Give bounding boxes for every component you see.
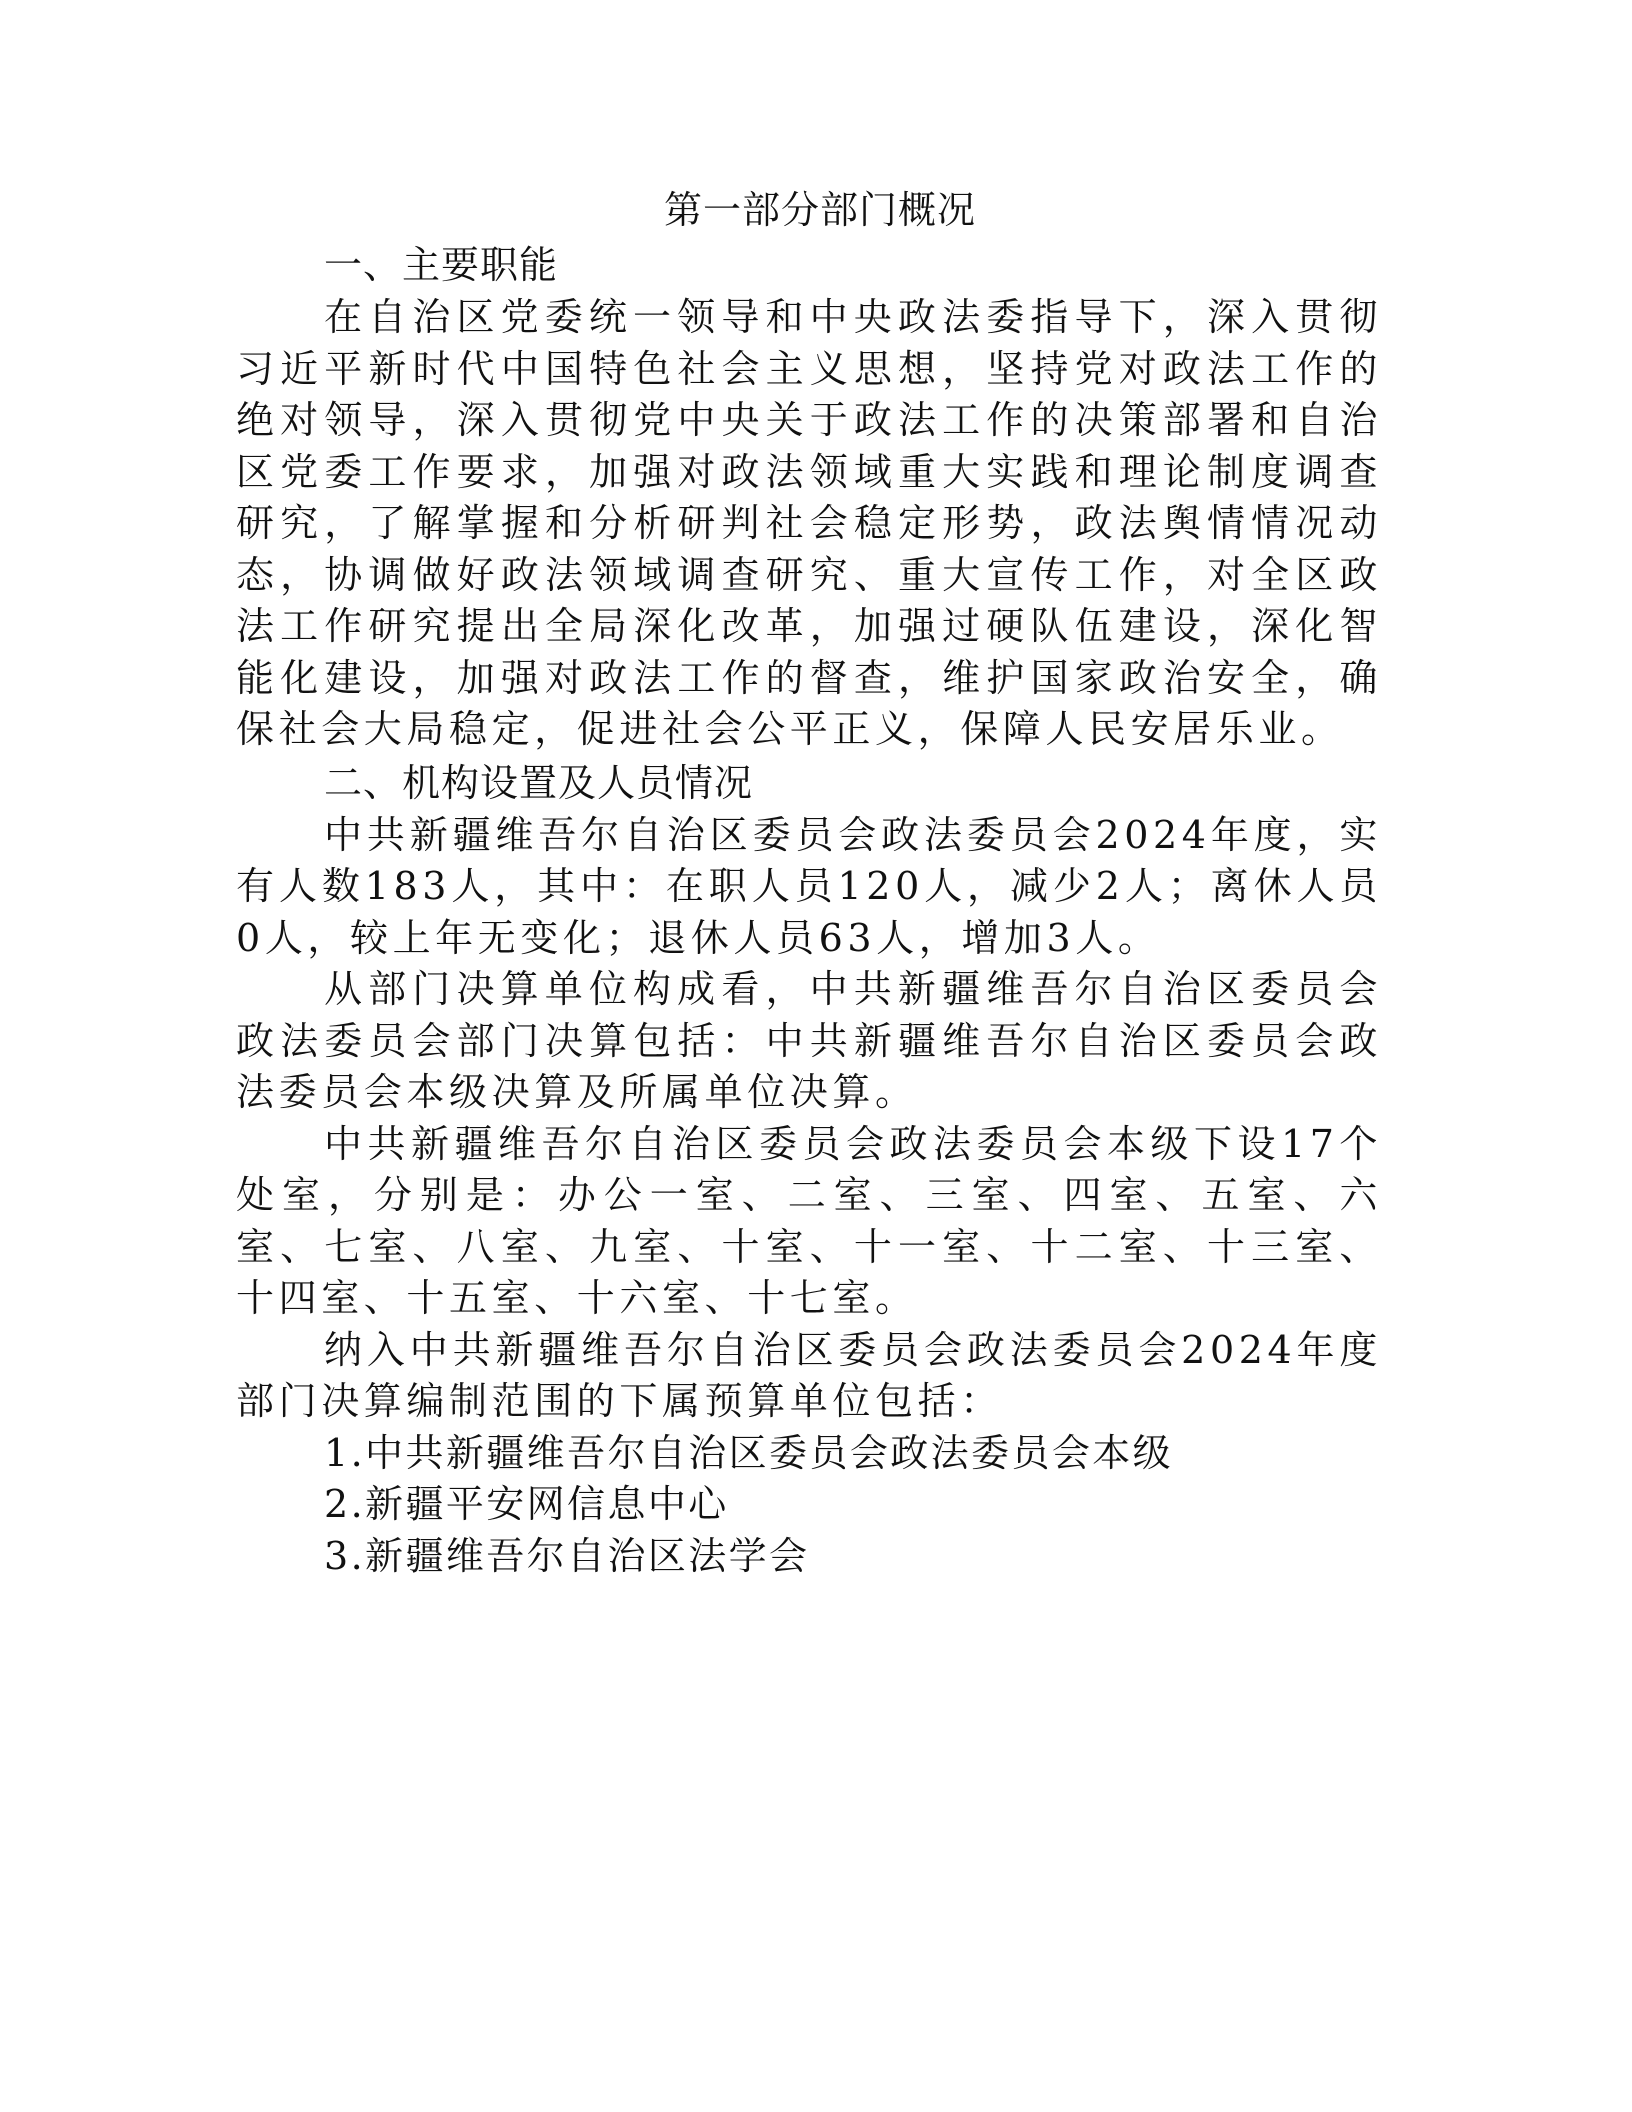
section-heading-main-functions: 一、主要职能 [324,243,559,287]
budget-composition-paragraph: 从部门决算单位构成看，中共新疆维吾尔自治区委员会政法委员会部门决算包括：中共新疆维吾尔自治区委员会政法委员会本级决算及所属单位决算。 [236,967,1382,1114]
subordinate-units-intro-paragraph: 纳入中共新疆维吾尔自治区委员会政法委员会2024年度部门决算编制范围的下属预算单位包括： [236,1327,1382,1423]
document-body [236,182,1382,1582]
document-title: 第一部分部门概况 [663,188,976,232]
list-item: 2.新疆平安网信息中心 [324,1482,729,1526]
main-functions-paragraph: 在自治区党委统一领导和中央政法委指导下，深入贯彻习近平新时代中国特色社会主义思想，坚持党对政法工作的绝对领导，深入贯彻党中央关于政法工作的决策部署和自治区党委工作要求，加强对政法领域重大实践和理论制度调查研究，了解掌握和分析研判社会稳定形势，政法舆情情况动态，协调做好政法领域调查研究、重大宣传工作，对全区政法工作研究提出全局深化改革，加强过硬队伍建设，深化智能化建设，加强对政法工作的督查，维护国家政治安全，确保社会大局稳定，促进社会公平正义，保障人民安居乐业。 [236,295,1382,751]
divisions-paragraph: 中共新疆维吾尔自治区委员会政法委员会本级下设17个处室，分别是：办公一室、二室、三室、四室、五室、六室、七室、八室、九室、十室、十一室、十二室、十三室、十四室、十五室、十六室、十七室。 [236,1121,1382,1320]
section-heading-organization-staffing: 二、机构设置及人员情况 [324,760,754,805]
staffing-paragraph: 中共新疆维吾尔自治区委员会政法委员会2024年度，实有人数183人，其中：在职人员120人，减少2人；离休人员0人，较上年无变化；退休人员63人，增加3人。 [236,812,1382,960]
list-item: 3.新疆维吾尔自治区法学会 [324,1533,810,1578]
list-item: 1.中共新疆维吾尔自治区委员会政法委员会本级 [324,1430,1174,1475]
subordinate-units-list [236,1428,1382,1583]
